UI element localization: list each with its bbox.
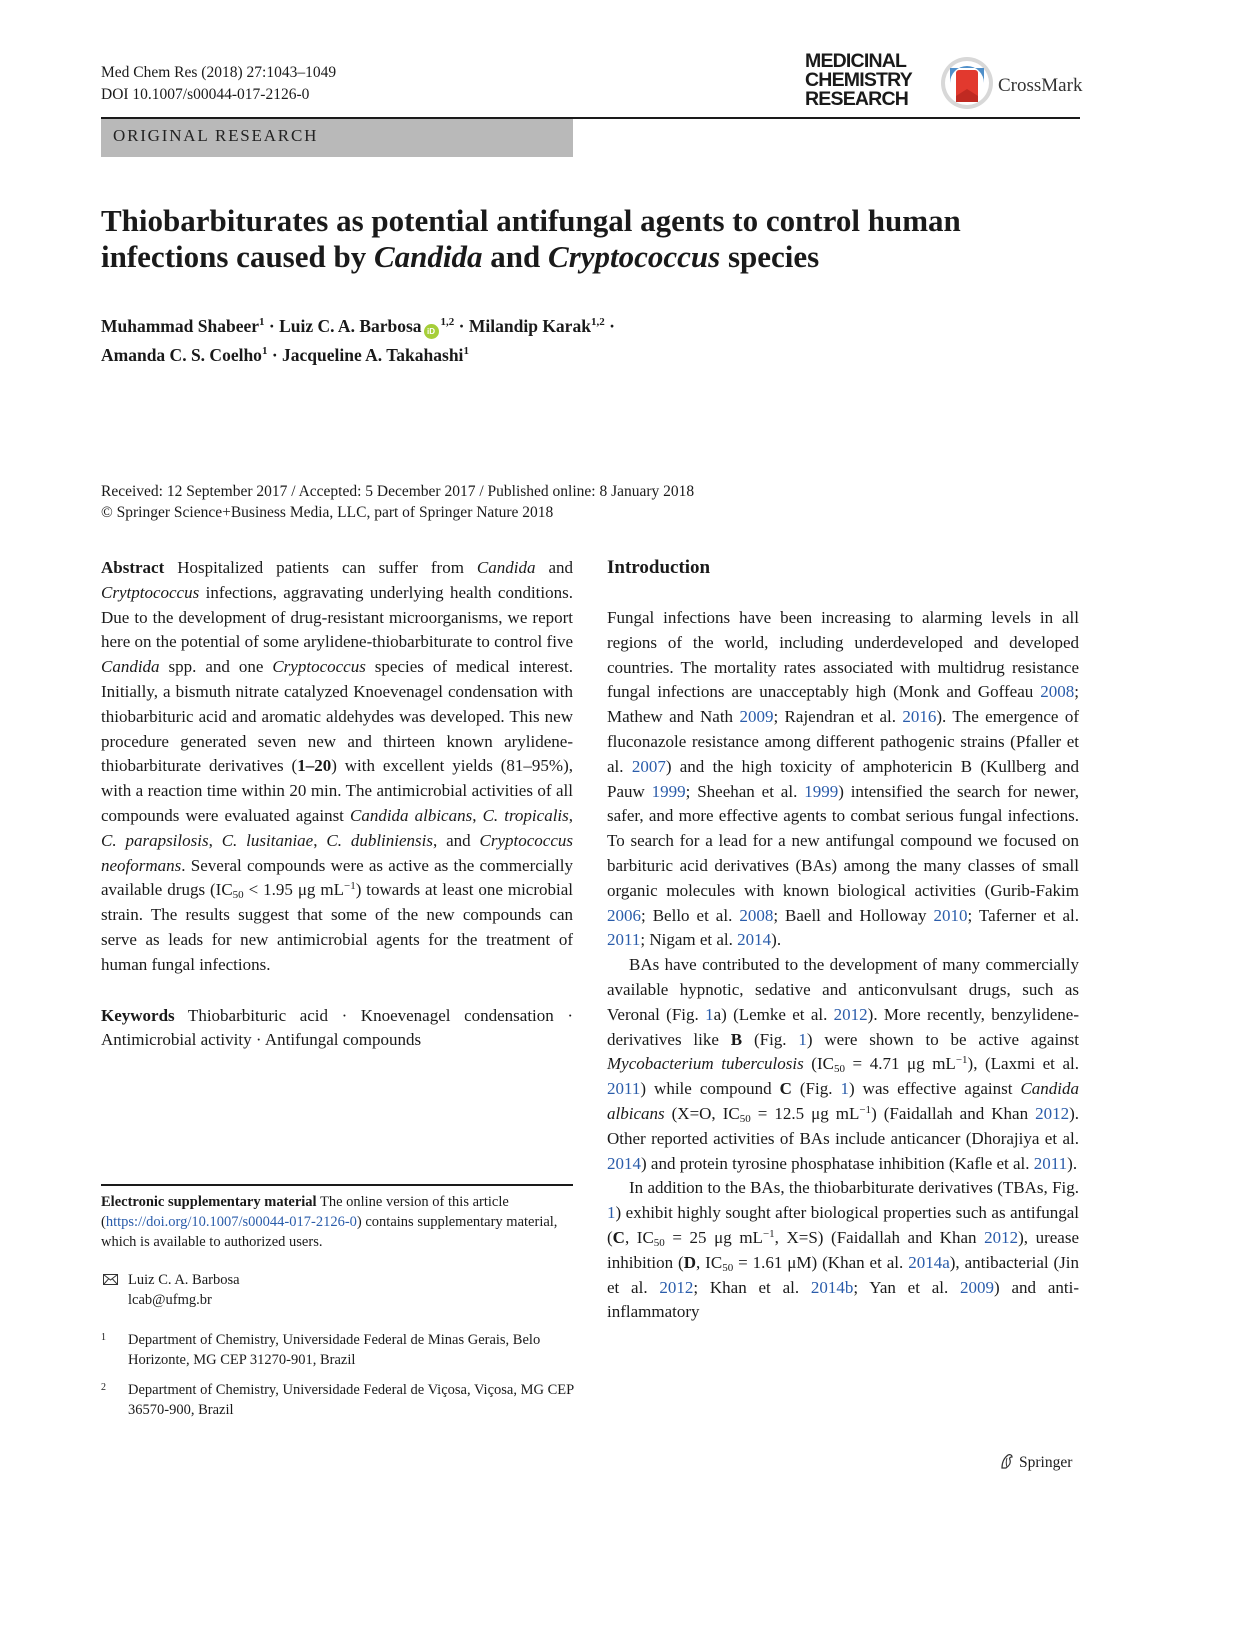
left-column — [101, 556, 573, 1053]
logo-line-3: RESEARCH — [805, 88, 909, 110]
citation-link[interactable]: 2014b — [810, 1277, 854, 1297]
footnote-rule — [101, 1184, 573, 1186]
author-list: Muhammad Shabeer$^1$ · Luiz C. A. Barbosa iD$^{1,2}$ · Milandip Karak$^{1,2}$ · Amanda C. S. Coelho$^1$ · Jacqueline A. Takahashi$^1$ — [101, 316, 615, 365]
citation-link[interactable]: 1999 — [651, 781, 686, 801]
supplementary-link[interactable]: https://doi.org/10.1007/s00044-017-2126-0 — [105, 1214, 357, 1230]
author-name[interactable]: Amanda C. S. Coelho — [101, 345, 262, 365]
figure-link[interactable]: 1 — [705, 1004, 714, 1024]
citation-link[interactable]: 2012 — [984, 1227, 1019, 1247]
author-name[interactable]: Milandip Karak — [468, 316, 591, 336]
citation-link[interactable]: 2012 — [659, 1277, 694, 1297]
intro-paragraph-2: BAs have contributed to the development of many commercially available hypnotic, sedative and anticonvulsant drugs, such as Veronal (Fig. 1a) (Lemke et al. 2012). More recently, benzylidene-derivatives like B (Fig. 1) were shown to be active against Mycobacterium tuberculosis ($IC_{50} = 4.71$ μg $mL^{-1}$), (Laxmi et al. 2011) while compound C (Fig. 1) was effective against Candida albicans (X=O, $IC_{50} = 12.5$ μg $mL^{-1}$) (Faidallah and Khan 2012). Other reported activities of BAs include anticancer (Dhorajiya et al. 2014) and protein tyrosine phosphatase inhibition (Kafle et al. 2011). — [607, 955, 1080, 1173]
section-label: ORIGINAL RESEARCH — [113, 126, 319, 145]
introduction-heading: Introduction — [607, 557, 711, 578]
copyright-notice: © Springer Science+Business Media, LLC, part of Springer Nature 2018 — [101, 504, 554, 521]
journal-reference — [101, 62, 336, 106]
citation-link[interactable]: 2007 — [631, 756, 666, 776]
citation-link[interactable]: 2011 — [1033, 1153, 1068, 1173]
citation-link[interactable]: 2011 — [607, 1079, 641, 1099]
citation-link[interactable]: 2009 — [960, 1277, 995, 1297]
citation-link[interactable]: 2016 — [902, 707, 937, 727]
envelope-icon — [103, 1274, 118, 1285]
journal-citation: Med Chem Res (2018) 27:1043–1049 — [101, 64, 337, 81]
figure-link[interactable]: 1 — [840, 1079, 849, 1099]
figure-link[interactable]: 1 — [798, 1029, 807, 1049]
citation-link[interactable]: 2014a — [908, 1252, 950, 1272]
logo-line-1: MEDICINAL — [805, 50, 907, 72]
received-accepted-dates: Received: 12 September 2017 / Accepted: 5 December 2017 / Published online: 8 January 2018 — [101, 483, 695, 500]
springer-horse-icon — [998, 1452, 1016, 1470]
citation-link[interactable]: 2014 — [737, 930, 772, 950]
supplementary-material-note: Electronic supplementary material The online version of this article (https://doi.org/10.1007/s00044-017-2126-0) contains supplementary material, which is available to authorized users. — [101, 1194, 558, 1250]
intro-paragraph-1: Fungal infections have been increasing to alarming levels in all regions of the world, including underdeveloped and developed countries. The mortality rates associated with multidrug resistance fungal infections are unacceptably high (Monk and Goffeau 2008; Mathew and Nath 2009; Rajendran et al. 2016). The emergence of fluconazole resistance among different pathogenic strains (Pfaller et al. 2007) and the high toxicity of amphotericin B (Kullberg and Pauw 1999; Sheehan et al. 1999) intensified the search for newer, safer, and more effective agents to combat serious fungal infections. To search for a lead for a new antifungal compound we focused on barbituric acid derivatives (BAs) among the many classes of small organic molecules with known biological activities (Gurib-Fakim 2006; Bello et al. 2008; Baell and Holloway 2010; Taferner et al. 2011; Nigam et al. 2014). — [607, 608, 1080, 950]
corresponding-author-name: Luiz C. A. Barbosa — [128, 1272, 240, 1288]
affiliation-text: Department of Chemistry, Universidade Federal de Viçosa, Viçosa, MG CEP 36570-900, Brazil — [128, 1382, 574, 1418]
citation-link[interactable]: 2012 — [1035, 1103, 1070, 1123]
intro-paragraph-3: In addition to the BAs, the thiobarbiturate derivatives (TBAs, Fig. 1) exhibit highly sought after biological properties such as antifungal (C, $IC_{50} = 25$ μg $mL^{-1}$, X=S) (Faidallah and Khan 2012), urease inhibition (D, $IC_{50} = 1.61$ μM) (Khan et al. 2014a), antibacterial (Jin et al. 2012; Khan et al. 2014b; Yan et al. 2009) and anti-inflammatory — [607, 1178, 1080, 1322]
publication-dates — [101, 481, 694, 523]
affiliation-number: 2 — [101, 1382, 106, 1393]
affiliation-number: 1 — [101, 1332, 106, 1343]
citation-link[interactable]: 1999 — [804, 781, 839, 801]
corresponding-author — [101, 1270, 573, 1310]
orcid-icon[interactable]: iD — [424, 324, 439, 339]
crossmark-icon[interactable] — [940, 56, 994, 110]
author-name[interactable]: Luiz C. A. Barbosa — [279, 316, 422, 336]
figure-link[interactable]: 1 — [607, 1203, 616, 1223]
citation-link[interactable]: 2011 — [607, 930, 641, 950]
article-title: Thiobarbiturates as potential antifungal agents to control human infections caused by Candida and Cryptococcus species — [101, 203, 961, 274]
keywords: Keywords Thiobarbituric acid · Knoevenagel condensation · Antimicrobial activity · Antifungal compounds — [101, 1005, 573, 1050]
corresponding-author-email[interactable]: lcab@ufmg.br — [128, 1292, 212, 1308]
abstract: Abstract Hospitalized patients can suffer from Candida and Crytptococcus infections, aggravating underlying health conditions. Due to the development of drug-resistant microorganisms, we report here on the potential of some arylidene-thiobarbiturate to control five Candida spp. and one Cryptococcus species of medical interest. Initially, a bismuth nitrate catalyzed Knoevenagel condensation with thiobarbituric acid and aromatic aldehydes was developed. This new procedure generated seven new and thirteen known arylidene-thiobarbiturate derivatives (1–20) with excellent yields (81–95%), with a reaction time within 20 min. The antimicrobial activities of all compounds were evaluated against Candida albicans, C. tropicalis, C. parapsilosis, C. lusitaniae, C. dubliniensis, and Cryptococcus neoformans. Several compounds were as active as the commercially available drugs ($IC_{50} < 1.95$ μg $mL^{-1}$) towards at least one microbial strain. The results suggest that some of the new compounds can serve as leads for new antimicrobial agents for the treatment of human fungal infections. — [101, 558, 574, 974]
author-name[interactable]: Muhammad Shabeer — [101, 316, 259, 336]
affiliation-text: Department of Chemistry, Universidade Federal de Minas Gerais, Belo Horizonte, MG CEP 31270-901, Brazil — [128, 1332, 541, 1368]
citation-link[interactable]: 2009 — [739, 707, 774, 727]
citation-link[interactable]: 2014 — [607, 1153, 641, 1173]
right-column — [607, 556, 1079, 1325]
crossmark-label[interactable]: CrossMark — [998, 75, 1083, 96]
journal-logo-text — [805, 52, 912, 109]
author-name[interactable]: Jacqueline A. Takahashi — [282, 345, 464, 365]
section-banner — [101, 119, 573, 157]
publisher-name: Springer — [1019, 1454, 1073, 1471]
citation-link[interactable]: 2008 — [739, 905, 774, 925]
logo-line-2: CHEMISTRY — [805, 69, 912, 91]
journal-logo — [805, 50, 1083, 114]
citation-link[interactable]: 2010 — [933, 905, 968, 925]
citation-link[interactable]: 2008 — [1040, 682, 1075, 702]
citation-link[interactable]: 2006 — [607, 905, 641, 925]
citation-link[interactable]: 2012 — [833, 1004, 868, 1024]
doi-text: DOI 10.1007/s00044-017-2126-0 — [101, 86, 310, 103]
publisher-footer — [998, 1452, 1072, 1472]
